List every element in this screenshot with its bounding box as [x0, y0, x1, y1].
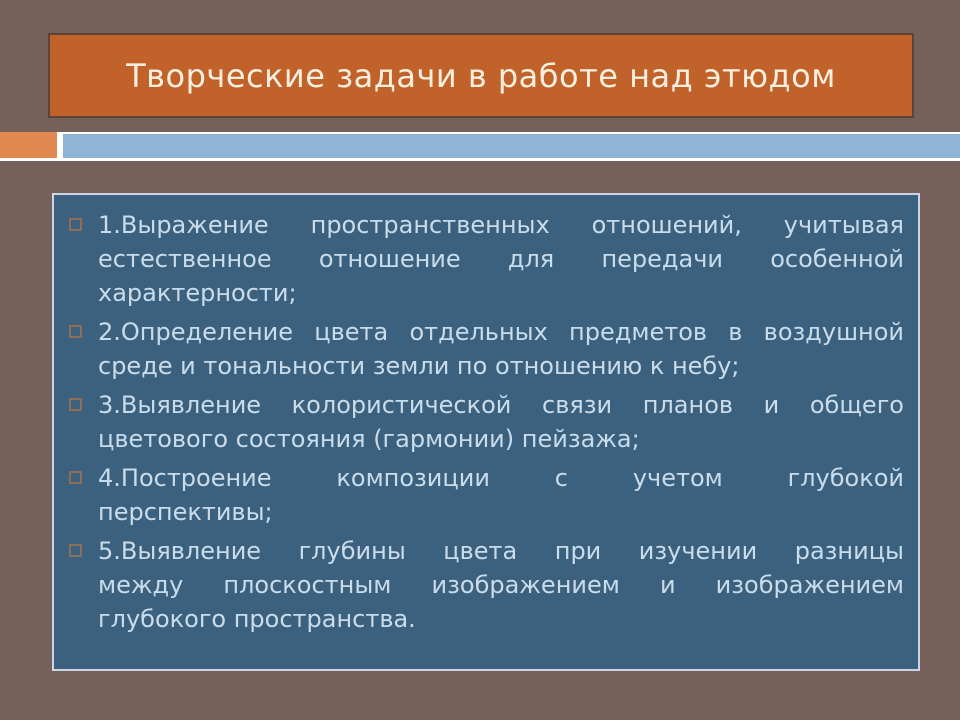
bullet-text: 2.Определение цвета отдельных предметов в воздушной среде и тональности земли по отношению к небу; [98, 318, 904, 380]
bullet-list [68, 208, 904, 636]
list-item [68, 315, 904, 383]
content-box [52, 193, 920, 671]
slide-title: Творческие задачи в работе над этюдом [126, 56, 836, 95]
accent-blue-bar [63, 134, 960, 158]
list-item [68, 461, 904, 529]
square-bullet-icon [69, 471, 82, 484]
list-item [68, 208, 904, 310]
accent-orange-block [0, 132, 57, 158]
accent-band [0, 132, 960, 161]
square-bullet-icon [69, 325, 82, 338]
bullet-text: 5.Выявление глубины цвета при изучении разницы между плоскостным изображением и изображением глубокого пространства. [98, 537, 904, 633]
square-bullet-icon [69, 544, 82, 557]
list-item [68, 534, 904, 636]
square-bullet-icon [69, 398, 82, 411]
bullet-text: 4.Построение композиции с учетом глубокой перспективы; [98, 464, 904, 526]
bullet-text: 3.Выявление колористической связи планов и общего цветового состояния (гармонии) пейзажа; [98, 391, 904, 453]
square-bullet-icon [69, 218, 82, 231]
title-box [48, 33, 914, 118]
list-item [68, 388, 904, 456]
bullet-text: 1.Выражение пространственных отношений, учитывая естественное отношение для передачи особенной характерности; [98, 211, 904, 307]
